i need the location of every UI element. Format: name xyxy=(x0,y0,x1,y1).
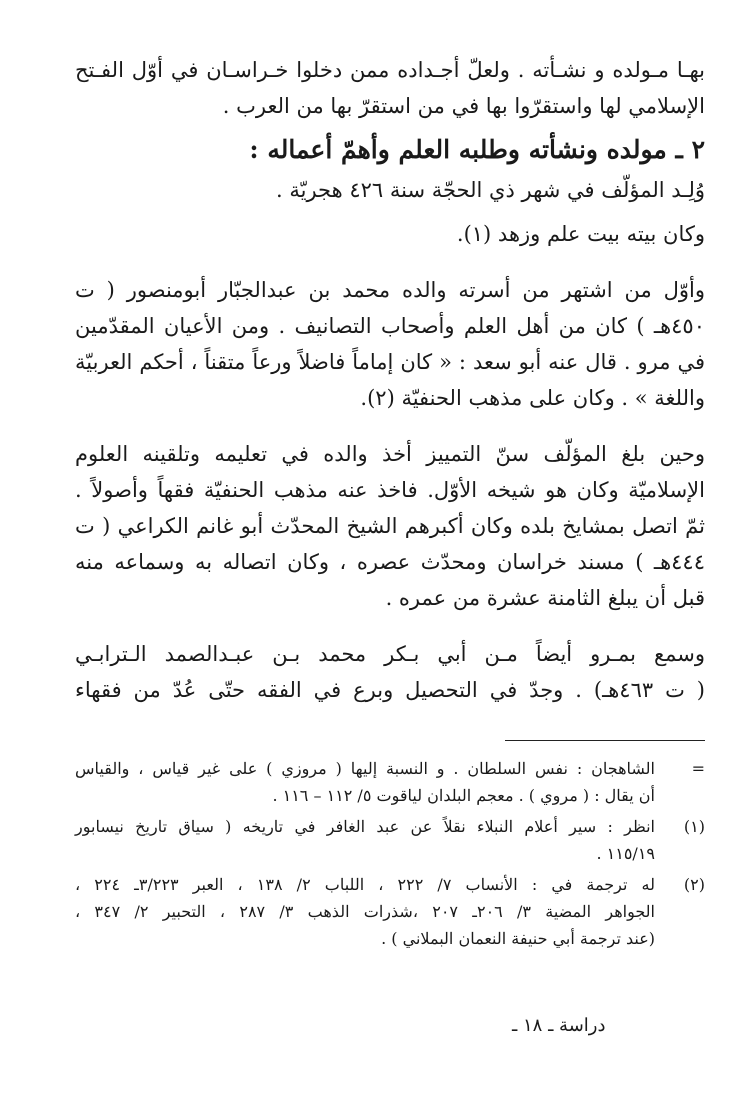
text-line: وأوّل من اشتهر من أسرته والده محمد بن عبدالجبّار أبومنصور ( ت xyxy=(75,278,705,302)
house-line: وكان بيته بيت علم وزهد (١). xyxy=(456,222,705,246)
text-line: واللغة » . وكان على مذهب الحنفيّة (٢). xyxy=(360,386,705,410)
paragraph-education xyxy=(75,436,705,616)
text-line: ٤٥٠هـ ) كان من أهل العلم وأصحاب التصانيف . ومن الأعيان المقدّمين xyxy=(75,314,705,338)
footnote-marker: (٢) xyxy=(683,875,705,894)
text-line: ( ت ٤٦٣هـ) . وجدّ في التحصيل وبرع في الفقه حتّى عُدّ من فقهاء xyxy=(75,678,705,702)
text-line: ثمّ اتصل بمشايخ بلده وكان أكبرهم الشيخ المحدّث أبو غانم الكراعي ( ت xyxy=(75,514,705,538)
footnote-marker: (١) xyxy=(683,817,705,836)
text-line: الإسلاميّة وكان هو شيخه الأوّل. فاخذ عنه مذهب الحنفيّة فقهاً وأصولاً . xyxy=(75,478,705,502)
paragraph-teachers xyxy=(75,636,705,708)
footnote-continued xyxy=(75,755,705,809)
page-content xyxy=(75,52,705,952)
footnote-line: له ترجمة في : الأنساب ٧/ ٢٢٢ ، اللباب ٢/ ١٣٨ ، العبر ٣/٢٢٣ـ ٢٢٤ ، xyxy=(75,875,655,894)
footnote-line: الجواهر المضية ٣/ ٢٠٦ـ ٢٠٧ ،شذرات الذهب ٣/ ٢٨٧ ، التحبير ٢/ ٣٤٧ ، xyxy=(75,902,655,921)
text-line: ٤٤٤هـ ) مسند خراسان ومحدّث عصره ، وكان اتصاله به وسماعه منه xyxy=(75,550,705,574)
section-heading: ٢ ـ مولده ونشأته وطلبه العلم وأهمّ أعماله : xyxy=(249,135,705,164)
footnote-marker: = xyxy=(691,759,705,778)
footnote-line: (عند ترجمة أبي حنيفة النعمان البملاني ) . xyxy=(381,929,655,948)
footnote-line: انظر : سير أعلام النبلاء نقلاً عن عبد الغافر في تاريخه ( سياق تاريخ نيسابور xyxy=(75,817,655,836)
text-line: الإسلامي لها واستقرّوا بها في من استقرّ بها من العرب . xyxy=(222,94,705,118)
footnotes xyxy=(75,755,705,952)
footnote-line: الشاهجان : نفس السلطان . و النسبة إليها ( مروزي ) على غير قياس ، والقياس xyxy=(75,759,655,778)
text-line: وسمع بمـرو أيضاً مـن أبي بـكر محمد بـن عبـدالصمد الـترابـي xyxy=(75,642,705,666)
text-line: وحين بلغ المؤلّف سنّ التمييز أخذ والده في تعليمه وتلقينه العلوم xyxy=(75,442,705,466)
text-line: بهـا مـولده و نشـأته . ولعلّ أجـداده ممن دخلوا خـراسـان في أوّل الفـتح xyxy=(75,58,705,82)
text-line: قبل أن يبلغ الثامنة عشرة من عمره . xyxy=(385,586,705,610)
text-line: في مرو . قال عنه أبو سعد : « كان إماماً فاضلاً ورعاً متقناً ، أحكم العربيّة xyxy=(75,350,705,374)
intro-paragraph xyxy=(75,52,705,124)
footnote-line: ١١٥/١٩ . xyxy=(596,844,655,863)
birth-line: وُلِـد المؤلّف في شهر ذي الحجّة سنة ٤٢٦ هجريّة . xyxy=(276,178,705,202)
footnote-1 xyxy=(75,813,705,867)
paragraph-father xyxy=(75,272,705,416)
footnote-line: أن يقال : ( مروي ) . معجم البلدان لياقوت ٥/ ١١٢ – ١١٦ . xyxy=(272,786,655,805)
page-number: دراسة ـ ١٨ ـ xyxy=(512,1015,606,1036)
footnote-2 xyxy=(75,871,705,952)
footnote-divider xyxy=(505,740,705,741)
